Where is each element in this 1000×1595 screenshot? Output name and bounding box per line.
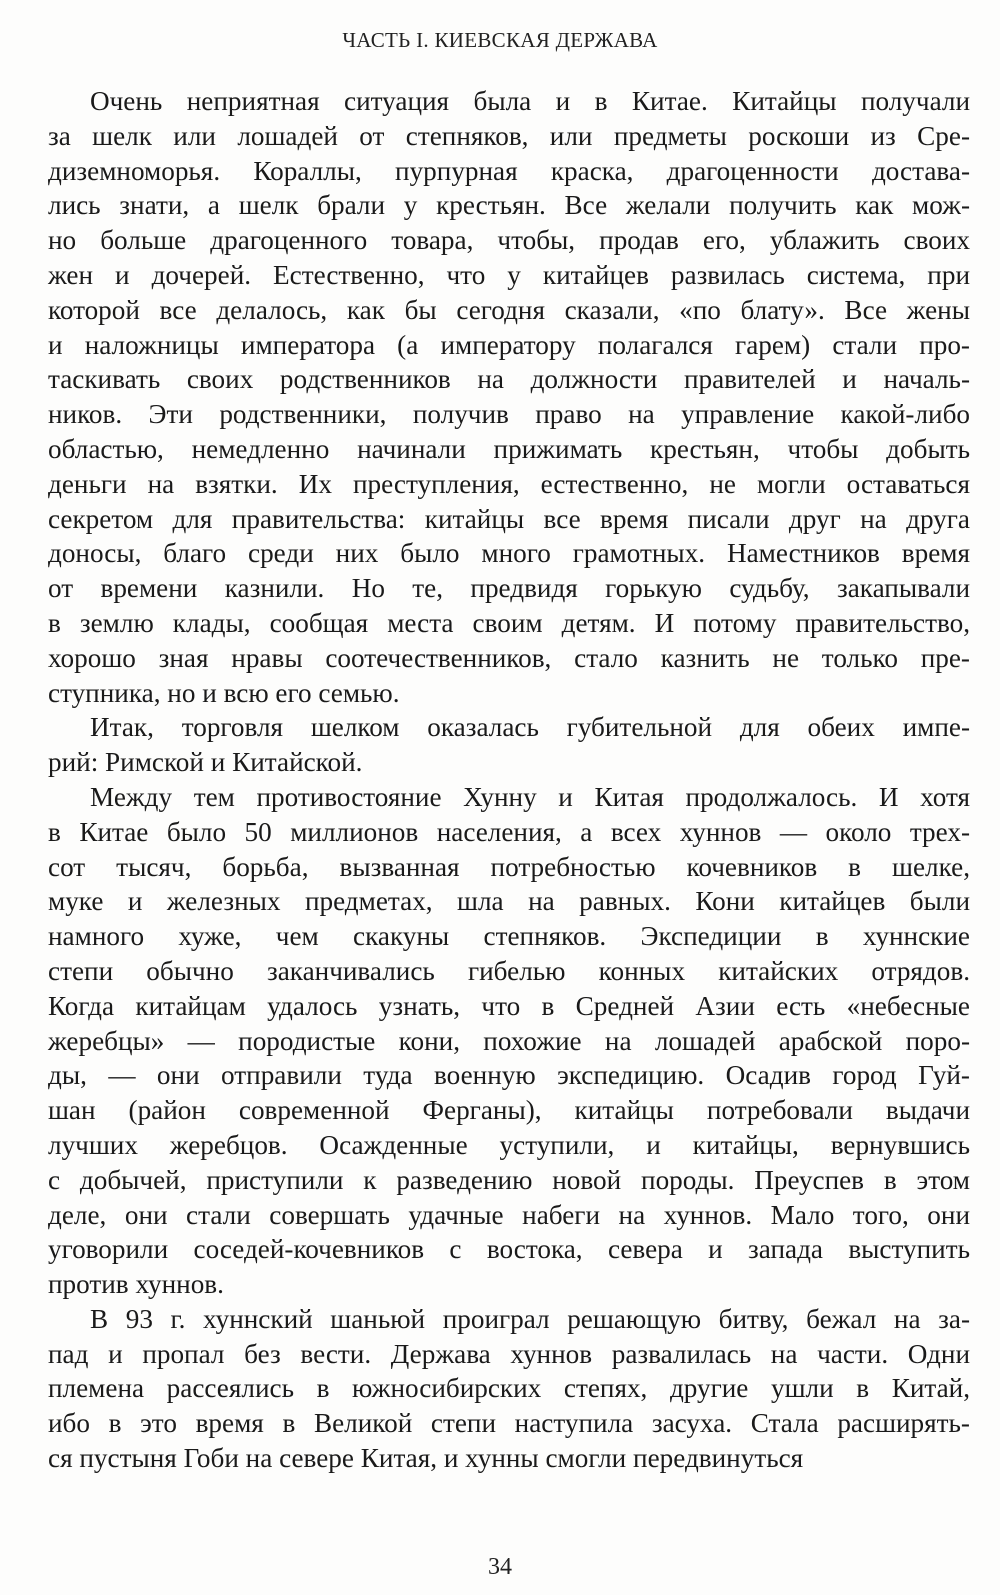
body-text <box>48 84 970 1476</box>
text-line: жеребцы» — породистые кони, похожие на лошадей арабской поро- <box>48 1025 970 1056</box>
text-line: ся пустыня Гоби на севере Китая, и хунны смогли передвинуться <box>48 1443 804 1474</box>
page-number: 34 <box>488 1554 512 1580</box>
text-line: деньги на взятки. Их преступления, естественно, не могли оставаться <box>48 468 970 499</box>
text-line: секретом для правительства: китайцы все время писали друг на друга <box>48 503 970 534</box>
text-line: рий: Римской и Китайской. <box>48 747 363 778</box>
text-line: намного хуже, чем скакуны степняков. Экспедиции в хуннские <box>48 921 970 952</box>
text-line: Очень неприятная ситуация была и в Китае. Китайцы получали <box>90 86 970 116</box>
text-line: лучших жеребцов. Осажденные уступили, и китайцы, вернувшись <box>48 1129 970 1160</box>
text-line: ников. Эти родственники, получив право на управление какой-либо <box>48 399 970 430</box>
running-head: ЧАСТЬ I. КИЕВСКАЯ ДЕРЖАВА <box>342 28 658 52</box>
text-line: в Китае было 50 миллионов населения, а всех хуннов — около трех- <box>48 816 970 847</box>
text-line: деле, они стали совершать удачные набеги на хуннов. Мало того, они <box>48 1199 970 1230</box>
text-line: степи обычно заканчивались гибелью конных китайских отрядов. <box>48 955 970 986</box>
text-line: ступника, но и всю его семью. <box>48 677 400 708</box>
text-line: которой все делалось, как бы сегодня сказали, «по блату». Все жены <box>48 294 970 325</box>
text-line: В 93 г. хуннский шаньюй проиграл решающую битву, бежал на за- <box>90 1303 970 1334</box>
text-line: шан (район современной Ферганы), китайцы потребовали выдачи <box>48 1095 970 1126</box>
text-line: пад и пропал без вести. Держава хуннов развалилась на части. Одни <box>48 1338 970 1369</box>
text-line: таскивать своих родственников на должности правителей и началь- <box>48 364 970 395</box>
text-line: муке и железных предметах, шла на равных. Кони китайцев были <box>48 886 970 917</box>
text-line: Когда китайцам удалось узнать, что в Средней Азии есть «небесные <box>48 990 970 1021</box>
text-line: диземноморья. Кораллы, пурпурная краска, драгоценности достава- <box>48 155 970 186</box>
text-line: Итак, торговля шелком оказалась губительной для обеих импе- <box>90 712 970 743</box>
text-line: племена рассеялись в южносибирских степях, другие ушли в Китай, <box>48 1373 970 1404</box>
text-line: ибо в это время в Великой степи наступила засуха. Стала расширять- <box>48 1408 970 1439</box>
text-line: ды, — они отправили туда военную экспедицию. Осадив город Гуй- <box>48 1060 970 1091</box>
paragraph <box>48 780 970 1302</box>
text-line: уговорили соседей-кочевников с востока, севера и запада выступить <box>48 1234 970 1265</box>
text-line: но больше драгоценного товара, чтобы, продав его, ублажить своих <box>48 225 970 256</box>
text-line: от времени казнили. Но те, предвидя горькую судьбу, закапывали <box>48 573 970 604</box>
text-line: лись знати, а шелк брали у крестьян. Все желали получить как мож- <box>48 190 970 221</box>
text-line: за шелк или лошадей от степняков, или предметы роскоши из Сре- <box>48 120 970 151</box>
text-line: хорошо зная нравы соотечественников, стало казнить не только пре- <box>48 642 970 673</box>
text-line: Между тем противостояние Хунну и Китая продолжалось. И хотя <box>90 781 970 812</box>
paragraph <box>48 710 970 780</box>
paragraph <box>48 84 970 710</box>
text-line: в землю клады, сообщая места своим детям. И потому правительство, <box>48 607 970 638</box>
paragraph <box>48 1302 970 1476</box>
text-line: против хуннов. <box>48 1269 224 1300</box>
text-line: доносы, благо среди них было много грамотных. Наместников время <box>48 538 970 569</box>
text-line: жен и дочерей. Естественно, что у китайцев развилась система, при <box>48 259 970 290</box>
text-line: с добычей, приступили к разведению новой породы. Преуспев в этом <box>48 1164 970 1195</box>
text-line: и наложницы императора (а императору полагался гарем) стали про- <box>48 329 970 360</box>
text-line: сот тысяч, борьба, вызванная потребностью кочевников в шелке, <box>48 851 970 882</box>
text-line: областью, немедленно начинали прижимать крестьян, чтобы добыть <box>48 433 970 464</box>
